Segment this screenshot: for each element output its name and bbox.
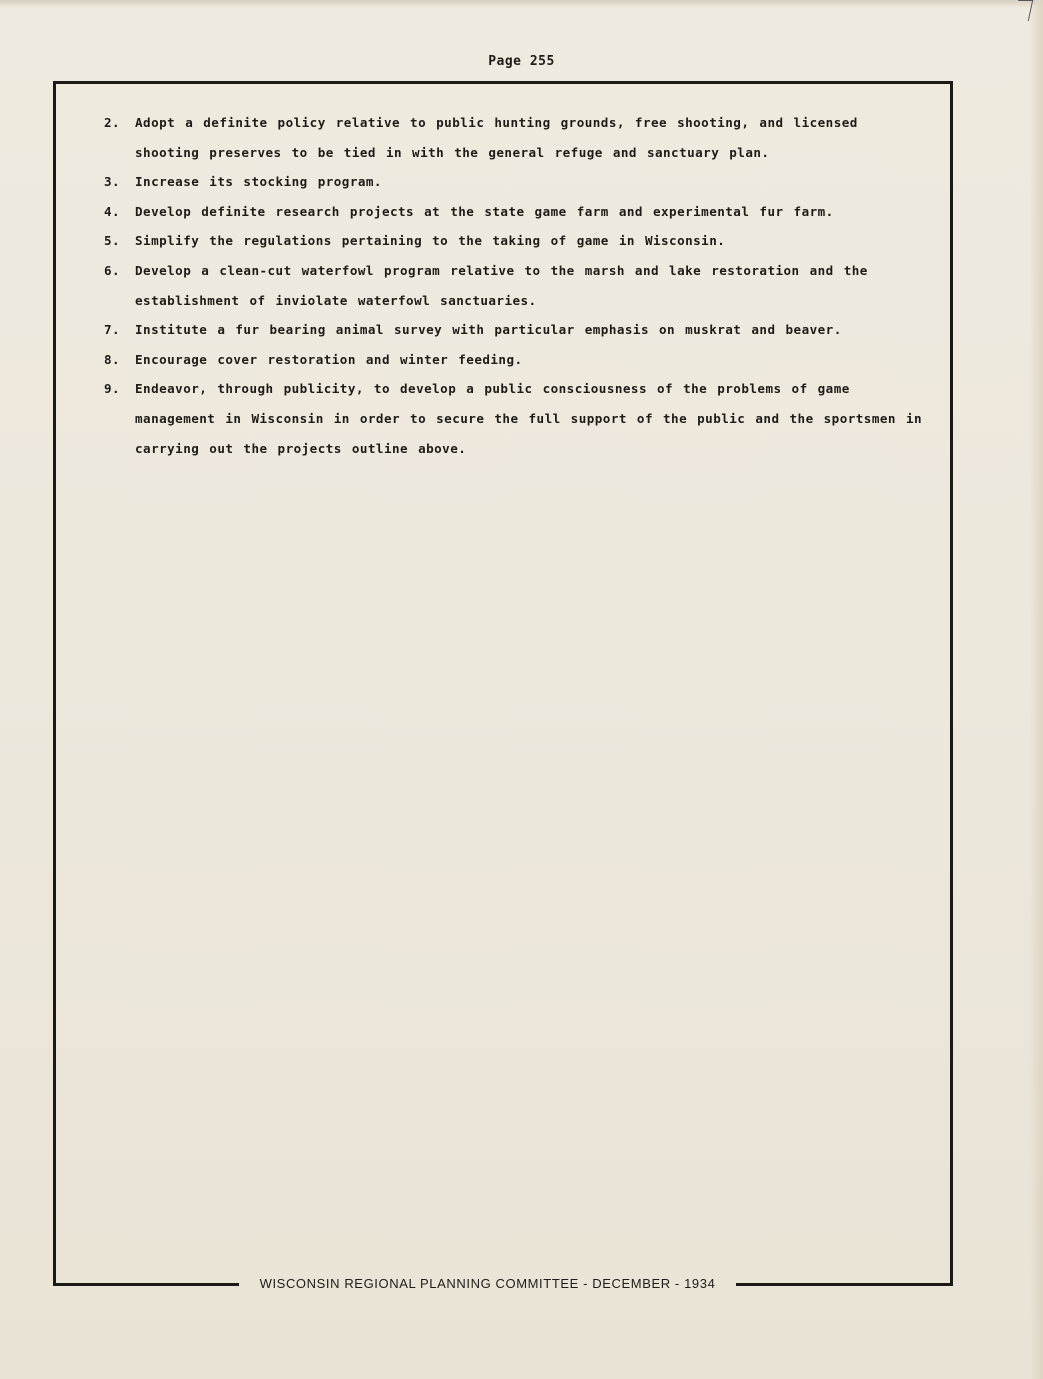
item-number: 3. bbox=[104, 174, 121, 190]
list-item bbox=[104, 256, 924, 315]
item-number: 8. bbox=[104, 351, 121, 367]
paper-top-edge bbox=[0, 0, 1043, 8]
page-number: Page 255 bbox=[488, 54, 555, 69]
list-item bbox=[104, 315, 924, 345]
item-number: 2. bbox=[104, 115, 121, 130]
recommendation-list bbox=[104, 108, 924, 463]
footer-text: WISCONSIN REGIONAL PLANNING COMMITTEE - DECEMBER - 1934 bbox=[259, 1276, 716, 1291]
footer-rule-right bbox=[736, 1283, 950, 1286]
item-text: Endeavor, through publicity, to develop a public consciousness of the problems of game management in Wisconsin in order to secure the full support of the public and the sportsmen in carrying out the projects outline above. bbox=[135, 381, 923, 456]
list-item bbox=[104, 226, 924, 256]
list-item bbox=[104, 374, 924, 463]
footer-rule-left bbox=[53, 1283, 239, 1286]
paper-right-edge bbox=[1029, 0, 1043, 1379]
item-text: Encourage cover restoration and winter feeding. bbox=[135, 351, 523, 367]
item-number: 5. bbox=[104, 233, 121, 249]
list-item bbox=[104, 167, 924, 197]
item-number: 9. bbox=[104, 381, 121, 397]
list-item bbox=[104, 197, 924, 227]
list-item bbox=[104, 108, 924, 167]
item-text: Develop a clean-cut waterfowl program relative to the marsh and lake restoration and the establishment of inviolate waterfowl sanctuaries. bbox=[135, 262, 868, 308]
item-text: Develop definite research projects at the state game farm and experimental fur farm. bbox=[135, 203, 834, 219]
item-number: 7. bbox=[104, 322, 121, 338]
item-text: Increase its stocking program. bbox=[135, 174, 382, 190]
item-text: Adopt a definite policy relative to public hunting grounds, free shooting, and licensed shooting preserves to be tied in with the general refuge and sanctuary plan. bbox=[135, 115, 858, 160]
list-item bbox=[104, 345, 924, 375]
item-text: Institute a fur bearing animal survey with particular emphasis on muskrat and beaver. bbox=[135, 322, 842, 338]
item-number: 6. bbox=[104, 262, 121, 278]
item-text: Simplify the regulations pertaining to the taking of game in Wisconsin. bbox=[135, 233, 726, 249]
item-number: 4. bbox=[104, 203, 121, 219]
